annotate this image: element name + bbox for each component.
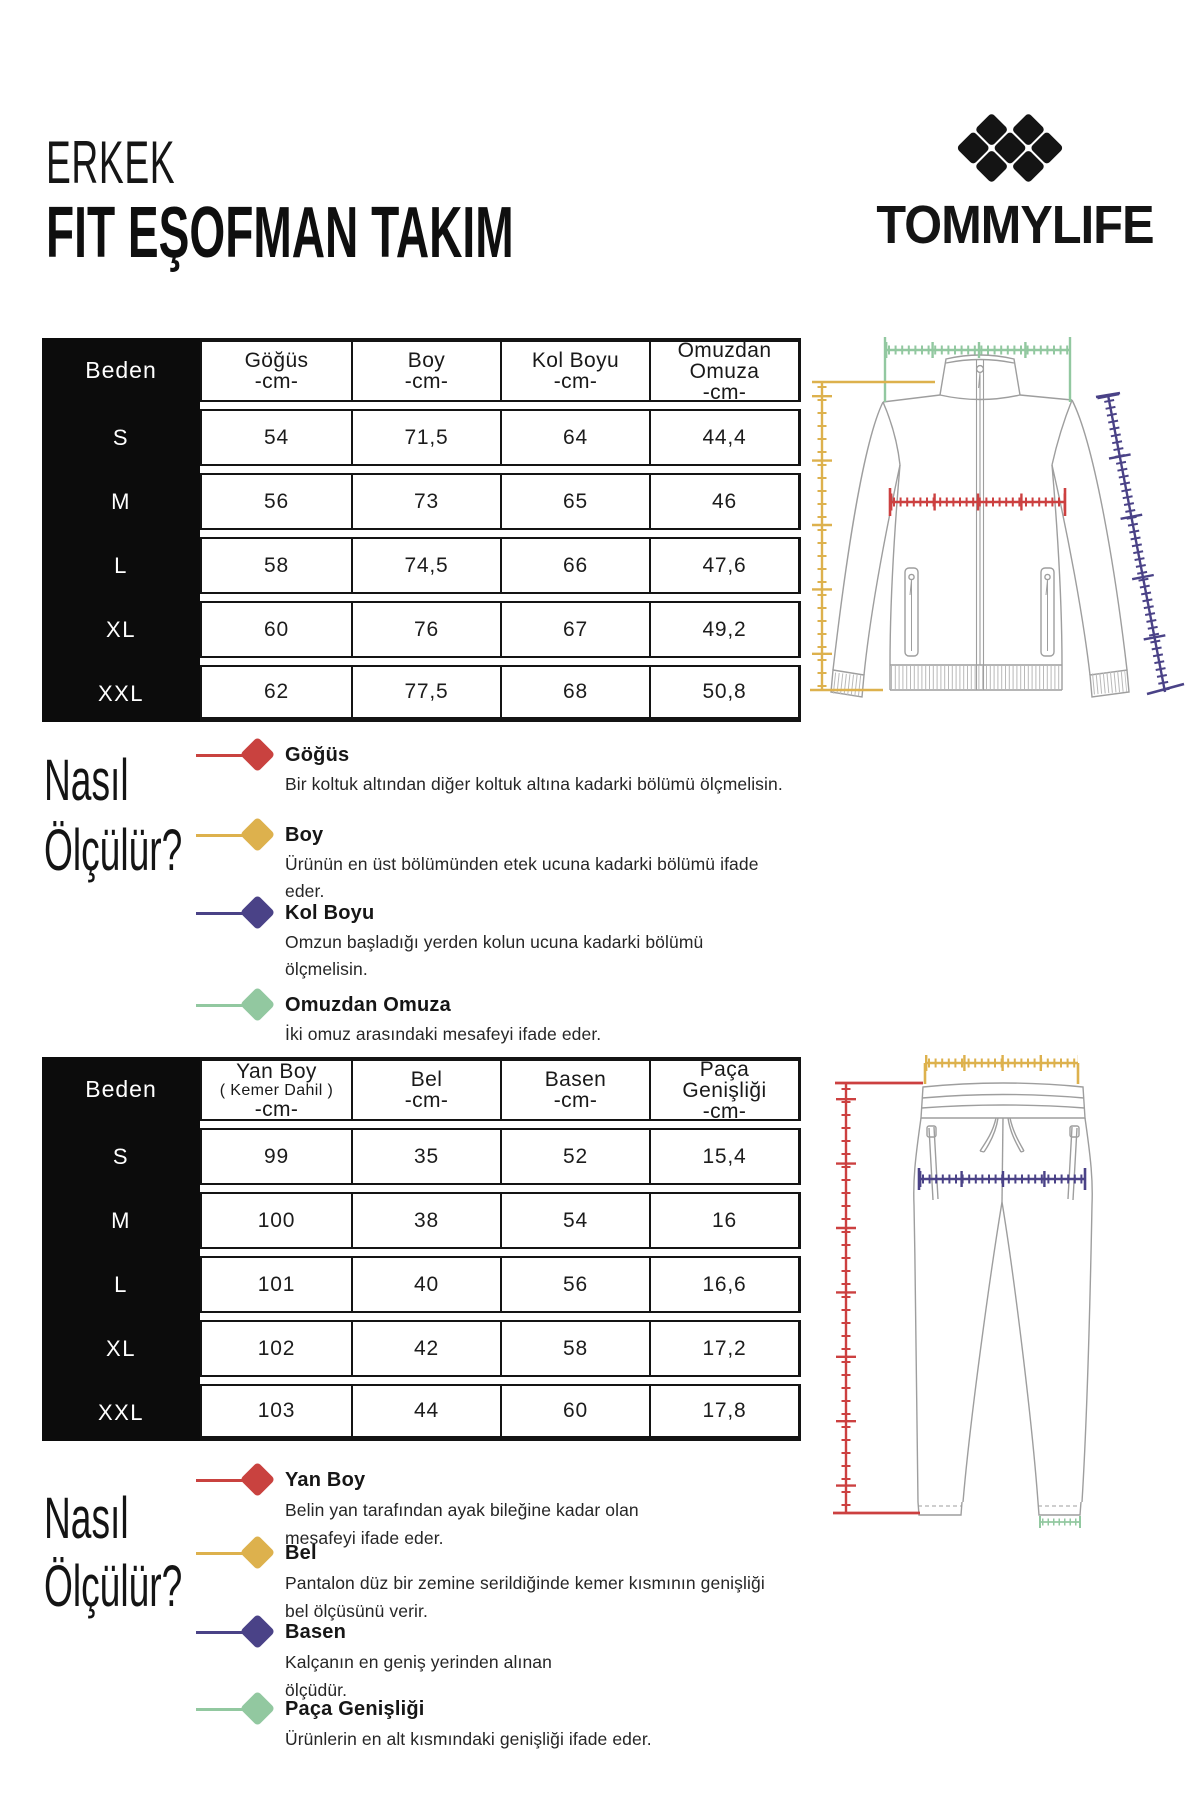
- legend-description: Ürünlerin en alt kısmındaki genişliği ifade eder.: [285, 1729, 652, 1749]
- cell: 16: [649, 1194, 798, 1247]
- cell: 47,6: [649, 539, 798, 592]
- boy-ruler: [810, 382, 935, 690]
- cell: 102: [257, 1336, 296, 1360]
- red-diamond-marker-icon: [196, 742, 272, 768]
- table-row: [200, 473, 801, 530]
- table-row: [200, 1256, 801, 1313]
- legend-title: Yan Boy: [285, 1469, 366, 1491]
- brand-logo: [942, 100, 1078, 201]
- legend-description: Ürünün en üst bölümünden etek ucuna kadarki bölümü ifade eder.: [285, 854, 759, 901]
- cell: 46: [649, 475, 798, 528]
- green-diamond-marker-icon: [196, 1696, 272, 1722]
- cell: 74,5: [351, 539, 500, 592]
- legend-title: Basen: [285, 1621, 347, 1643]
- cell: 101: [257, 1272, 296, 1296]
- cell: 40: [351, 1258, 500, 1311]
- cell: 58: [500, 1322, 649, 1375]
- legend-title: Omuzdan Omuza: [285, 994, 451, 1016]
- legend-title: Bel: [285, 1542, 317, 1564]
- jacket-sketch: [831, 355, 1129, 697]
- size-label: M: [111, 1207, 131, 1233]
- legend-title: Boy: [285, 824, 324, 846]
- column-header-paca-genisligi: Paça Genişliği -cm-: [649, 1061, 798, 1119]
- legend-description: Belin yan tarafından ayak bileğine kadar olan mesafeyi ifade eder.: [285, 1500, 639, 1548]
- table-row: [200, 1384, 801, 1441]
- cell: 54: [264, 425, 289, 449]
- pants-size-table: [42, 1057, 801, 1441]
- cell: 52: [500, 1130, 649, 1183]
- gold-diamond-marker-icon: [196, 822, 272, 848]
- cell: 50,8: [649, 667, 798, 717]
- size-column-header: Beden: [85, 1075, 157, 1102]
- cell: 66: [500, 539, 649, 592]
- jacket-size-table: [42, 338, 801, 722]
- size-label: S: [112, 424, 130, 450]
- measure-heading-line1: Nasıl: [44, 1486, 129, 1551]
- legend-description: İki omuz arasındaki mesafeyi ifade eder.: [285, 1024, 602, 1044]
- page-title-line1: ERKEK: [46, 129, 176, 196]
- legend-item-paca-genisligi: [196, 1696, 805, 1753]
- jacket-size-column: [42, 338, 200, 722]
- legend-description: Bir koltuk altından diğer koltuk altına kadarki bölümü ölçmelisin.: [285, 774, 783, 794]
- measure-heading-line2: Ölçülür?: [44, 1554, 183, 1619]
- legend-item-omuzdan-omuza: [196, 992, 805, 1048]
- size-column-header: Beden: [85, 356, 157, 383]
- measure-heading-line2: Ölçülür?: [44, 818, 183, 883]
- green-diamond-marker-icon: [196, 992, 272, 1018]
- jacket-illustration: [800, 285, 1200, 705]
- pants-sketch: [914, 1083, 1092, 1515]
- cell: 16,6: [649, 1258, 798, 1311]
- cell: 17,2: [649, 1322, 798, 1375]
- size-label: S: [112, 1143, 130, 1169]
- legend-description: Kalçanın en geniş yerinden alınan ölçüdür.: [285, 1652, 552, 1700]
- column-header-bel: Bel -cm-: [351, 1061, 500, 1119]
- size-label: L: [114, 1271, 128, 1297]
- cell: 42: [351, 1322, 500, 1375]
- cell: 65: [500, 475, 649, 528]
- cell: 71,5: [351, 411, 500, 464]
- size-label: XL: [106, 616, 136, 642]
- column-header-gogus: Göğüs -cm-: [244, 349, 309, 393]
- cell: 17,8: [649, 1386, 798, 1436]
- column-header-basen: Basen -cm-: [500, 1061, 649, 1119]
- size-label: XXL: [97, 680, 145, 706]
- cell: 56: [500, 1258, 649, 1311]
- size-label: XL: [106, 1335, 136, 1361]
- bel-ruler: [925, 1063, 1078, 1084]
- table-row: [200, 537, 801, 594]
- legend-title: Göğüs: [285, 744, 350, 766]
- size-label: M: [111, 488, 131, 514]
- purple-diamond-marker-icon: [196, 1619, 272, 1645]
- column-header-omuzdan-omuza: Omuzdan Omuza -cm-: [649, 342, 798, 400]
- pants-size-column: [42, 1057, 200, 1441]
- red-diamond-marker-icon: [196, 1467, 272, 1493]
- table-row: [200, 1192, 801, 1249]
- cell: 49,2: [649, 603, 798, 656]
- cell: 103: [257, 1399, 296, 1422]
- legend-title: Kol Boyu: [285, 902, 375, 924]
- table-row: [200, 601, 801, 658]
- cell: 76: [351, 603, 500, 656]
- cell: 58: [264, 553, 289, 577]
- table-row: [200, 1320, 801, 1377]
- column-header-yan-boy: Yan Boy ( Kemer Dahil ) -cm-: [219, 1059, 334, 1121]
- legend-item-kol-boyu: [196, 900, 705, 983]
- basen-ruler: [919, 1168, 1085, 1190]
- yan-boy-ruler: [833, 1083, 923, 1513]
- legend-item-basen: [196, 1619, 615, 1704]
- jacket-table-header-row: [200, 338, 801, 402]
- legend-title: Paça Genişliği: [285, 1698, 425, 1720]
- cell: 44: [351, 1386, 500, 1436]
- column-header-boy: Boy -cm-: [351, 342, 500, 400]
- cell: 73: [351, 475, 500, 528]
- cell: 68: [500, 667, 649, 717]
- table-row: [200, 1128, 801, 1185]
- pants-illustration: [810, 1040, 1200, 1540]
- cell: 60: [264, 617, 289, 641]
- cell: 67: [500, 603, 649, 656]
- gold-diamond-marker-icon: [196, 1540, 272, 1566]
- page-title-line2: FIT EŞOFMAN TAKIM: [46, 193, 514, 273]
- table-row: [200, 665, 801, 722]
- gogus-ruler: [890, 488, 1065, 516]
- legend-item-bel: [196, 1540, 785, 1625]
- legend-item-boy: [196, 822, 765, 905]
- size-label: XXL: [97, 1399, 145, 1425]
- paca-genisligi-ruler: [1040, 1516, 1080, 1528]
- cell: 38: [351, 1194, 500, 1247]
- table-row: [200, 409, 801, 466]
- brand-diamonds-icon: [942, 100, 1078, 196]
- cell: 44,4: [649, 411, 798, 464]
- cell: 62: [264, 680, 289, 703]
- omuzdan-omuza-ruler: [885, 337, 1070, 402]
- legend-description: Omzun başladığı yerden kolun ucuna kadarki bölümü ölçmelisin.: [285, 932, 704, 979]
- cell: 100: [257, 1208, 296, 1232]
- cell: 60: [500, 1386, 649, 1436]
- cell: 54: [500, 1194, 649, 1247]
- cell: 64: [500, 411, 649, 464]
- cell: 56: [264, 489, 289, 513]
- purple-diamond-marker-icon: [196, 900, 272, 926]
- legend-item-gogus: [196, 742, 785, 798]
- column-header-kol-boyu: Kol Boyu -cm-: [500, 342, 649, 400]
- cell: 15,4: [649, 1130, 798, 1183]
- cell: 77,5: [351, 667, 500, 717]
- size-label: L: [114, 552, 128, 578]
- cell: 35: [351, 1130, 500, 1183]
- cell: 99: [264, 1144, 289, 1168]
- brand-name: TOMMYLIFE: [876, 195, 1154, 255]
- measure-heading-line1: Nasıl: [44, 748, 129, 813]
- pants-table-header-row: [200, 1057, 801, 1121]
- legend-description: Pantalon düz bir zemine serildiğinde kemer kısmının genişliği bel ölçüsünü verir.: [285, 1573, 765, 1621]
